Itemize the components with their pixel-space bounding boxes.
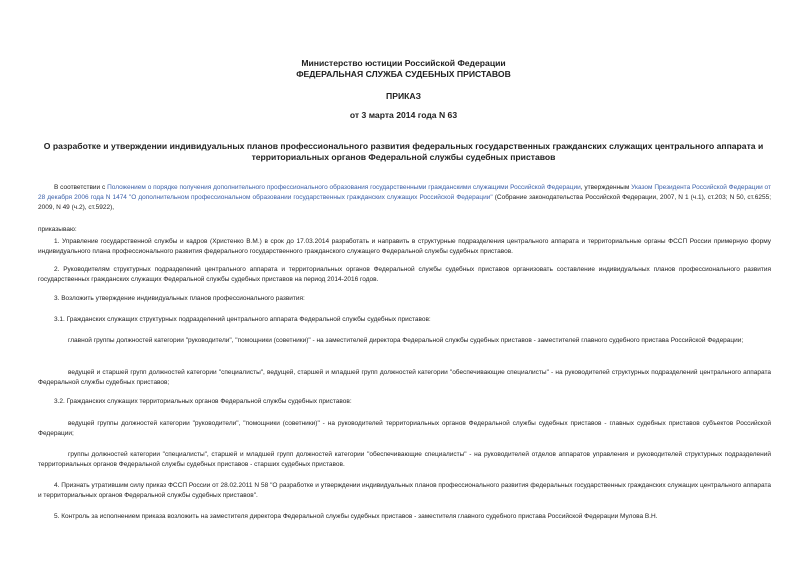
item-4: 4. Признать утратившим силу приказ ФССП России от 28.02.2011 N 58 "О разработке и утверждении индивидуальных планов профессионального развития федеральных государственных гражданских служащих центрального аппарата и территориальных органов Федеральной службы судебных приставов".: [38, 482, 771, 499]
service-name: ФЕДЕРАЛЬНАЯ СЛУЖБА СУДЕБНЫХ ПРИСТАВОВ: [296, 69, 511, 79]
item-3-1: 3.1. Гражданских служащих структурных подразделений центрального аппарата Федеральной службы судебных приставов:: [54, 316, 431, 323]
document-date-number: от 3 марта 2014 года N 63: [349, 110, 458, 120]
item-3-2: 3.2. Гражданских служащих территориальных органов Федеральной службы судебных приставов:: [54, 398, 352, 405]
item-3-1-b: ведущей и старшей групп должностей категории "специалисты", ведущей, старшей и младшей групп должностей категории "обеспечивающие специалисты" - на руководителей структурных подразделений центрального аппарата Федеральной службы судебных приставов;: [38, 369, 771, 386]
preamble-text-1: В соответствии с: [54, 184, 108, 191]
item-3-2-b: группы должностей категории "специалисты", старшей и младшей групп должностей категории "обеспечивающие специалисты" - на руководителей отделов аппаратов управления и руководителей структурных подразделений территориальных органов Федеральной службы судебных приставов - старших судебных приставов.: [38, 451, 771, 468]
regulation-link[interactable]: Положением о порядке получения дополнительного профессионального образования государственными гражданскими служащими Российской Федерации: [107, 184, 581, 191]
decree-link[interactable]: Указом Президента Российской Федерации от 28 декабря 2006 года N 1474 "О дополнительном профессиональном образовании государственных гражданских служащих Российской Федерации": [38, 184, 771, 201]
item-3-2-a: ведущей группы должностей категории "руководители", "помощники (советники)" - на руководителей территориальных органов Федеральной службы судебных приставов - главных судебных приставов субъектов Российской Федерации;: [38, 420, 771, 437]
item-3-1-a: главной группы должностей категории "руководители", "помощники (советники)" - на заместителей директора Федеральной службы судебных приставов - заместителей главного судебного пристава Российской Федерации;: [68, 337, 744, 344]
order-word: приказываю:: [38, 226, 77, 233]
preamble-text-3: (Собрание законодательства Российской Федерации, 2007, N 1 (ч.1), ст.203; N 50, ст.6255; 2009, N 49 (ч.2), ст.5922),: [38, 193, 771, 211]
item-2: 2. Руководителям структурных подразделений центрального аппарата и территориальных органов Федеральной службы судебных приставов организовать составление индивидуальных планов профессионального развития государственных гражданских служащих Федеральной службы судебных приставов на период 2014-2016 годов.: [38, 266, 771, 283]
ministry-name: Министерство юстиции Российской Федерации: [301, 58, 506, 68]
item-3: 3. Возложить утверждение индивидуальных планов профессионального развития:: [54, 295, 305, 302]
item-5: 5. Контроль за исполнением приказа возложить на заместителя директора Федеральной службы судебных приставов - заместителя главного судебного пристава Российской Федерации Мулова В.Н.: [54, 513, 658, 520]
document-type: ПРИКАЗ: [386, 91, 421, 101]
preamble-text-2: , утвержденным: [580, 184, 632, 191]
item-1: 1. Управление государственной службы и кадров (Христенко В.М.) в срок до 17.03.2014 разработать и направить в структурные подразделения центрального аппарата и территориальные органы ФССП России примерную форму индивидуального плана профессионального развития федерального государственного гражданского служащего Федеральной службы судебных приставов.: [38, 238, 771, 255]
document-title: О разработке и утверждении индивидуальных планов профессионального развития федеральных государственных гражданских служащих центрального аппарата и территориальных органов Федеральной службы судебных приставов: [43, 141, 764, 162]
preamble-paragraph: [38, 183, 771, 212]
